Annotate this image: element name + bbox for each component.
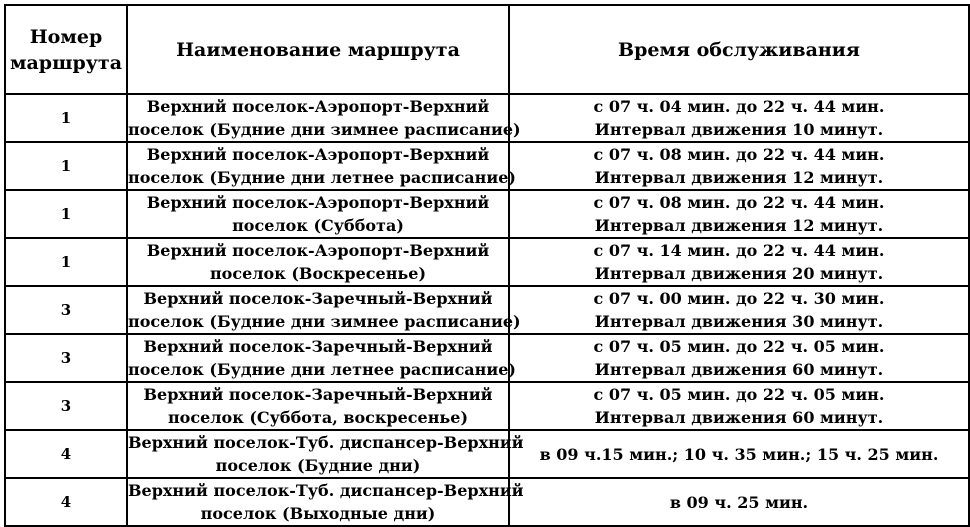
table-row	[5, 382, 969, 430]
route-name-line1: Верхний поселок-Туб. диспансер-Верхний	[128, 433, 524, 452]
header-route-number-line1: Номер	[29, 25, 103, 48]
table-row	[5, 94, 969, 142]
service-time-line2: Интервал движения 10 минут.	[594, 120, 884, 139]
service-time-line1: в 09 ч. 25 мин.	[669, 492, 809, 512]
route-name-line2: поселок (Воскресенье)	[209, 264, 427, 283]
service-time-line1: с 07 ч. 05 мин. до 22 ч. 05 мин.	[593, 385, 885, 404]
route-number-cell: 4	[5, 430, 127, 478]
service-time-cell	[509, 94, 969, 142]
service-time-line1: с 07 ч. 08 мин. до 22 ч. 44 мин.	[593, 193, 885, 212]
route-name-line1: Верхний поселок-Туб. диспансер-Верхний	[128, 481, 524, 500]
service-time-cell	[509, 286, 969, 334]
route-name-line2: поселок (Суббота, воскресенье)	[167, 408, 469, 427]
table-row	[5, 190, 969, 238]
table-row	[5, 238, 969, 286]
service-time-line2: Интервал движения 60 минут.	[594, 360, 884, 379]
route-name-cell	[127, 334, 516, 382]
route-name-cell	[127, 190, 509, 238]
route-name-cell	[127, 94, 521, 142]
service-time-line1: с 07 ч. 04 мин. до 22 ч. 44 мин.	[593, 97, 885, 116]
route-name-line1: Верхний поселок-Заречный-Верхний	[143, 337, 493, 356]
route-number-cell: 1	[5, 94, 127, 142]
route-name-cell	[127, 142, 516, 190]
service-time-line1: с 07 ч. 05 мин. до 22 ч. 05 мин.	[593, 337, 885, 356]
table-row	[5, 334, 969, 382]
route-name-line1: Верхний поселок-Заречный-Верхний	[143, 289, 493, 308]
service-time-cell	[509, 382, 969, 430]
service-time-line2: Интервал движения 20 минут.	[594, 264, 884, 283]
route-number-cell: 1	[5, 190, 127, 238]
route-schedule-table	[4, 4, 970, 527]
route-name-cell	[127, 382, 509, 430]
service-time-line2: Интервал движения 30 минут.	[594, 312, 884, 331]
table-row	[5, 430, 969, 478]
header-route-name: Наименование маршрута	[127, 5, 509, 94]
route-name-line1: Верхний поселок-Аэропорт-Верхний	[146, 97, 490, 116]
route-name-cell	[127, 430, 524, 478]
service-time-cell	[509, 190, 969, 238]
service-time-line2: Интервал движения 12 минут.	[594, 216, 884, 235]
service-time-line1: с 07 ч. 14 мин. до 22 ч. 44 мин.	[593, 241, 885, 260]
service-time-cell	[509, 478, 969, 526]
route-number-cell: 3	[5, 334, 127, 382]
route-number-cell: 3	[5, 382, 127, 430]
service-time-line1: в 09 ч.15 мин.; 10 ч. 35 мин.; 15 ч. 25 мин.	[539, 444, 939, 464]
service-time-cell	[509, 430, 969, 478]
route-name-line2: поселок (Будние дни)	[215, 456, 421, 475]
table-header-row	[5, 5, 969, 94]
route-name-line1: Верхний поселок-Заречный-Верхний	[143, 385, 493, 404]
route-name-cell	[127, 478, 524, 526]
route-name-line2: поселок (Будние дни зимнее расписание)	[128, 120, 521, 139]
route-name-line2: поселок (Суббота)	[232, 216, 404, 235]
service-time-line1: с 07 ч. 08 мин. до 22 ч. 44 мин.	[593, 145, 885, 164]
table-row	[5, 286, 969, 334]
header-route-number	[5, 5, 127, 94]
route-number-cell: 3	[5, 286, 127, 334]
table-row	[5, 478, 969, 526]
service-time-cell	[509, 334, 969, 382]
service-time-cell	[509, 238, 969, 286]
service-time-line2: Интервал движения 60 минут.	[594, 408, 884, 427]
route-name-line2: поселок (Будние дни зимнее расписание)	[128, 312, 521, 331]
route-number-cell: 1	[5, 142, 127, 190]
table-body	[5, 94, 969, 526]
route-name-line1: Верхний поселок-Аэропорт-Верхний	[146, 145, 490, 164]
route-name-cell	[127, 286, 521, 334]
route-number-cell: 4	[5, 478, 127, 526]
header-service-time: Время обслуживания	[509, 5, 969, 94]
route-name-line2: поселок (Будние дни летнее расписание)	[128, 360, 516, 379]
route-name-line2: поселок (Выходные дни)	[200, 504, 436, 523]
service-time-line2: Интервал движения 12 минут.	[594, 168, 884, 187]
service-time-line1: с 07 ч. 00 мин. до 22 ч. 30 мин.	[593, 289, 885, 308]
header-route-number-line2: маршрута	[9, 51, 123, 74]
route-name-line1: Верхний поселок-Аэропорт-Верхний	[146, 241, 490, 260]
route-name-cell	[127, 238, 509, 286]
service-time-cell	[509, 142, 969, 190]
route-name-line2: поселок (Будние дни летнее расписание)	[128, 168, 516, 187]
route-name-line1: Верхний поселок-Аэропорт-Верхний	[146, 193, 490, 212]
route-number-cell: 1	[5, 238, 127, 286]
table-row	[5, 142, 969, 190]
